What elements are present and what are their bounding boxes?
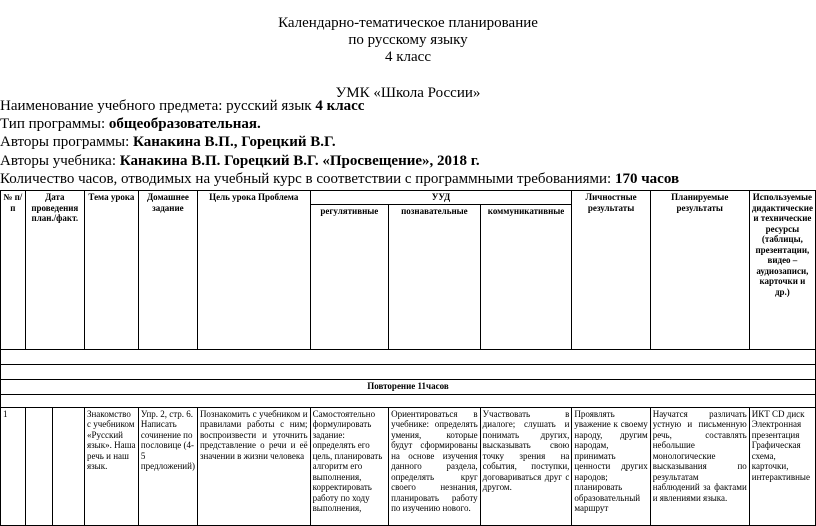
row-resources: ИКТ CD диск Электронная презентация Графическая схема, карточки, интерактивные: [749, 407, 815, 525]
section-gap-row: [1, 394, 816, 407]
header-uud-regulative: регулятивные: [310, 204, 389, 349]
section-title: Повторение 11часов: [1, 379, 816, 394]
header-uud-communicative: коммуникативные: [480, 204, 572, 349]
header-goal: Цель урока Проблема: [197, 191, 310, 350]
header-topic: Тема урока: [84, 191, 138, 350]
info-textbook-authors: Авторы учебника: Канакина В.П. Горецкий В.Г. «Просвещение», 2018 г.: [0, 153, 480, 169]
header-date: Дата проведения план./факт.: [25, 191, 84, 350]
row-planned: Научатся различать устную и письменную речь, составлять небольшие монологические высказывания по результатам наблюдений за фактами и явлениями языка.: [650, 407, 749, 525]
spacer-row: [1, 349, 816, 364]
row-topic: Знакомство с учебником «Русский язык». Наша речь и наш язык.: [84, 407, 138, 525]
spacer-row: [1, 364, 816, 379]
header-planned: Планируемые результаты: [650, 191, 749, 350]
row-uud-communicative: Участвовать в диалоге; слушать и понимать других, высказывать свою точку зрения на события, поступки, договариваться друг с другом.: [480, 407, 572, 525]
section-row: [1, 379, 816, 394]
row-uud-regulative: Самостоятельно формулировать задание: определять его цель, планировать алгоритм его выполнения, корректировать работу по ходу выполнения,: [310, 407, 389, 525]
header-num: № п/п: [1, 191, 26, 350]
document-subject: по русскому языку: [348, 32, 468, 48]
header-personal: Личностные результаты: [572, 191, 650, 350]
spacer-cell: [1, 349, 816, 364]
planning-table: [0, 190, 816, 526]
row-date-fact: [52, 407, 84, 525]
umk-title: УМК «Школа России»: [335, 85, 481, 101]
table-row: [1, 407, 816, 525]
row-personal: Проявлять уважение к своему народу, другим народам, принимать ценности других народов; планировать образовательный маршрут: [572, 407, 650, 525]
header-uud-cognitive: познавательные: [389, 204, 481, 349]
info-subject: Наименование учебного предмета: русский язык 4 класс: [0, 98, 365, 114]
row-goal: Познакомить с учебником и правилами работы с ним; воспроизвести и уточнить представление о речи и её значении в жизни человека: [197, 407, 310, 525]
document-title: Календарно-тематическое планирование: [278, 15, 538, 31]
header-resources: Используемые дидактические и технические ресурсы (таблицы, презентации, видео – аудиозаписи, карточки и др.): [749, 191, 815, 350]
info-program-authors: Авторы программы: Канакина В.П., Горецкий В.Г.: [0, 134, 336, 150]
row-date-plan: [25, 407, 52, 525]
row-homework: Упр. 2, стр. 6. Написать сочинение по пословице (4-5 предложений): [138, 407, 197, 525]
header-homework: Домашнее задание: [138, 191, 197, 350]
row-num: 1: [1, 407, 26, 525]
spacer-cell: [1, 364, 816, 379]
info-hours: Количество часов, отводимых на учебный курс в соответствии с программными требованиями: 170 часов: [0, 171, 680, 187]
info-program-type: Тип программы: общеобразовательная.: [0, 116, 261, 132]
row-uud-cognitive: Ориентироваться в учебнике: определять умения, которые будут сформированы на основе изучения данного раздела, определять круг своего незнания, планировать работу по изучению нового.: [389, 407, 481, 525]
document-grade: 4 класс: [385, 49, 431, 65]
header-uud: УУД: [310, 191, 572, 205]
section-gap-cell: [1, 394, 816, 407]
